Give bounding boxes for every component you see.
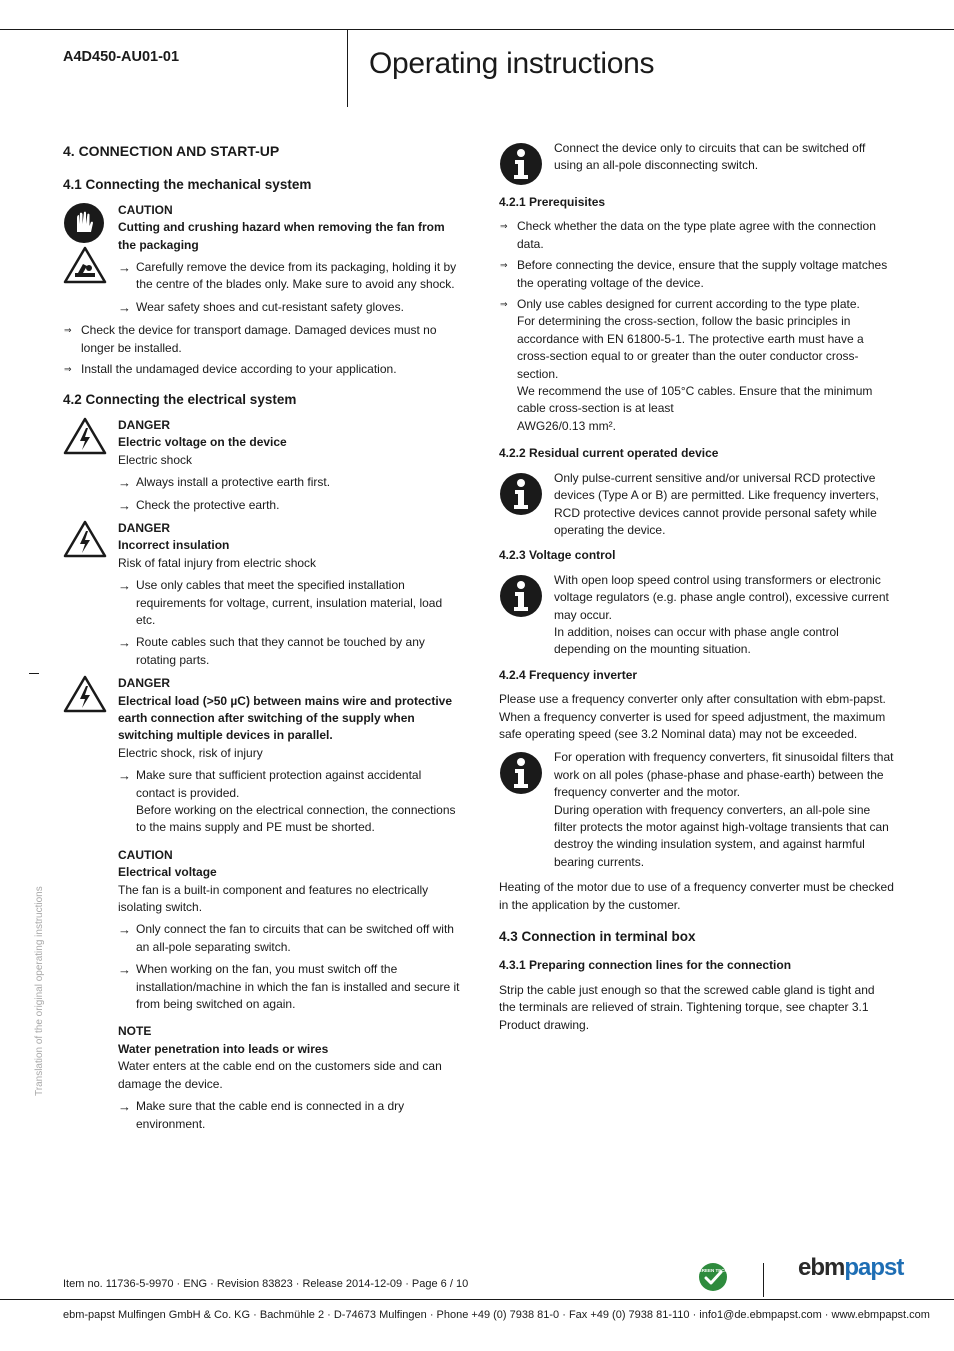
subsection-title: 4.1 Connecting the mechanical system <box>63 177 312 193</box>
info-text: For operation with frequency converters, fit sinusoidal filters that work on all poles (phase-phase and phase-earth) between the frequency converter and the motor. <box>554 750 894 800</box>
cutting-hazard-icon <box>63 246 107 284</box>
info-icon <box>499 142 543 186</box>
electric-hazard-icon <box>63 520 107 558</box>
footer-address: ebm-papst Mulfingen GmbH & Co. KG · Bachmühle 2 · D-74673 Mulfingen · Phone +49 (0) 7938 81-0 · Fax +49 (0) 7938 81-110 · info1@de.ebmpapst.com · www.ebmpapst.com <box>63 1309 930 1321</box>
section-title: 4. CONNECTION AND START-UP <box>63 143 280 159</box>
fold-mark <box>29 673 39 674</box>
signal-word: CAUTION <box>118 202 173 217</box>
header-top-rule <box>0 29 954 30</box>
signal-word: NOTE <box>118 1024 152 1039</box>
paragraph: Please use a frequency converter only after consultation with ebm-papst. When a frequency converter is used for speed adjustment, the maximum safe operating speed (see 3.2 Nominal data) may not be exceeded. <box>499 692 886 741</box>
subsection-title: 4.3.1 Preparing connection lines for the connection <box>499 958 792 973</box>
info-block-voltage-control <box>499 572 894 659</box>
info-icon <box>499 751 543 795</box>
caution-block-cutting <box>63 202 463 316</box>
greentech-badge-icon <box>698 1262 728 1292</box>
subsection-title: 4.2 Connecting the electrical system <box>63 392 297 408</box>
info-text: In addition, noises can occur with phase angle control depending on the mounting situation. <box>554 624 839 657</box>
info-text: Only pulse-current sensitive and/or universal RCD protective devices (Type A or B) are permitted. Like frequency inverters, RCD protective devices cannot provide personal safety while operating the device. <box>554 470 879 537</box>
info-icon <box>499 472 543 516</box>
instruction: → Route cables such that they cannot be touched by any rotating parts. <box>118 634 463 669</box>
right-column <box>499 140 894 1040</box>
instruction: → When working on the fan, you must switch off the installation/machine in which the fan is installed and secure it from being switched on again. <box>118 961 463 1013</box>
info-text: During operation with frequency converters, an all-pole sine filter protects the motor against high-voltage transients that can destroy the winding insulation system, and against harmful bearing currents. <box>554 802 889 869</box>
page-title: Operating instructions <box>369 47 655 80</box>
hazard-headline: Electric voltage on the device <box>118 435 287 450</box>
header-divider <box>347 29 348 107</box>
info-icon <box>499 574 543 618</box>
danger-block-insulation <box>63 520 463 669</box>
hazard-consequence: Risk of fatal injury from electric shock <box>118 555 317 570</box>
gloves-icon <box>63 202 105 244</box>
danger-block-electrical-load <box>63 675 463 837</box>
list-item: ⇒ Check the device for transport damage. Damaged devices must no longer be installed. <box>63 322 463 357</box>
info-text: With open loop speed control using transformers or electronic voltage regulators (e.g. phase angle control), excessive current may occur. <box>554 572 889 622</box>
hazard-headline: Water penetration into leads or wires <box>118 1041 329 1056</box>
footer-item-line: Item no. 11736-5-9970 · ENG · Revision 83823 · Release 2014-12-09 · Page 6 / 10 <box>63 1278 469 1290</box>
caution-block-voltage <box>63 847 463 1014</box>
list-item: ⇒ Only use cables designed for current according to the type plate. For determining the cross-section, follow the basic principles in accordance with EN 61800-5-1. The protective earth must have a cross-section equal to or greater than the outer conductor cross-section. We recommend the use of 105°C cables. Ensure that the minimum cable cross-section is at least AWG26/0.13 mm². <box>499 296 894 435</box>
instruction: → Wear safety shoes and cut-resistant safety gloves. <box>118 299 463 316</box>
electric-hazard-icon <box>63 675 107 713</box>
translation-note: Translation of the original operating instructions <box>34 886 45 1096</box>
signal-word: DANGER <box>118 520 171 535</box>
left-column <box>63 140 463 1139</box>
danger-block-voltage <box>63 417 463 514</box>
hazard-consequence: Water enters at the cable end on the customers side and can damage the device. <box>118 1059 442 1091</box>
subsection-title: 4.2.4 Frequency inverter <box>499 667 638 682</box>
greentech-label: GREEN TECH <box>698 1268 728 1273</box>
model-number: A4D450-AU01-01 <box>63 49 180 65</box>
hazard-headline: Electrical voltage <box>118 865 217 880</box>
note-block-water <box>63 1023 463 1132</box>
footer-logo-divider <box>763 1263 764 1297</box>
hazard-consequence: Electric shock <box>118 452 193 467</box>
signal-word: DANGER <box>118 676 171 691</box>
ebmpapst-logo: ebmpapst <box>798 1254 904 1281</box>
instruction: → Always install a protective earth first. <box>118 474 463 491</box>
hazard-consequence: The fan is a built-in component and features no electrically isolating switch. <box>118 882 429 915</box>
list-item: ⇒ Before connecting the device, ensure that the supply voltage matches the operating voltage of the device. <box>499 257 894 292</box>
subsection-title: 4.2.1 Prerequisites <box>499 195 606 209</box>
instruction: → Use only cables that meet the specified installation requirements for voltage, current, insulation material, load etc. <box>118 577 463 629</box>
signal-word: CAUTION <box>118 847 173 862</box>
paragraph: Strip the cable just enough so that the screwed cable gland is tight and the terminals are relieved of strain. Tightening torque, see chapter 3.1 Product drawing. <box>499 982 875 1032</box>
hazard-headline: Cutting and crushing hazard when removing the fan from the packaging <box>118 220 445 252</box>
info-text: Connect the device only to circuits that can be switched off using an all-pole disconnecting switch. <box>554 141 866 173</box>
instruction: → Only connect the fan to circuits that can be switched off with an all-pole separating switch. <box>118 921 463 956</box>
info-block-frequency <box>499 749 894 871</box>
instruction: → Make sure that the cable end is connected in a dry environment. <box>118 1098 463 1133</box>
hazard-consequence: Electric shock, risk of injury <box>118 745 263 760</box>
footer-rule <box>0 1299 954 1300</box>
subsection-title: 4.2.3 Voltage control <box>499 548 616 563</box>
info-block-disconnect <box>499 140 894 186</box>
list-item: ⇒ Check whether the data on the type plate agree with the connection data. <box>499 218 894 253</box>
instruction: → Check the protective earth. <box>118 497 463 514</box>
instruction: → Carefully remove the device from its packaging, holding it by the centre of the blades only. Make sure to avoid any shock. <box>118 259 463 294</box>
subsection-title: 4.2.2 Residual current operated device <box>499 446 719 461</box>
signal-word: DANGER <box>118 417 171 432</box>
info-block-rcd <box>499 470 894 540</box>
paragraph: Heating of the motor due to use of a frequency converter must be checked in the application by the customer. <box>499 880 894 912</box>
subsection-title: 4.3 Connection in terminal box <box>499 929 696 945</box>
instruction: → Make sure that sufficient protection against accidental contact is provided. Before working on the electrical connection, the connections to the mains supply and PE must be shorted. <box>118 767 463 837</box>
electric-hazard-icon <box>63 417 107 455</box>
list-item: ⇒ Install the undamaged device according to your application. <box>63 361 463 378</box>
hazard-headline: Electrical load (>50 µC) between mains wire and protective earth connection after switching of the supply when switching multiple devices in parallel. <box>118 693 453 743</box>
hazard-headline: Incorrect insulation <box>118 538 230 553</box>
